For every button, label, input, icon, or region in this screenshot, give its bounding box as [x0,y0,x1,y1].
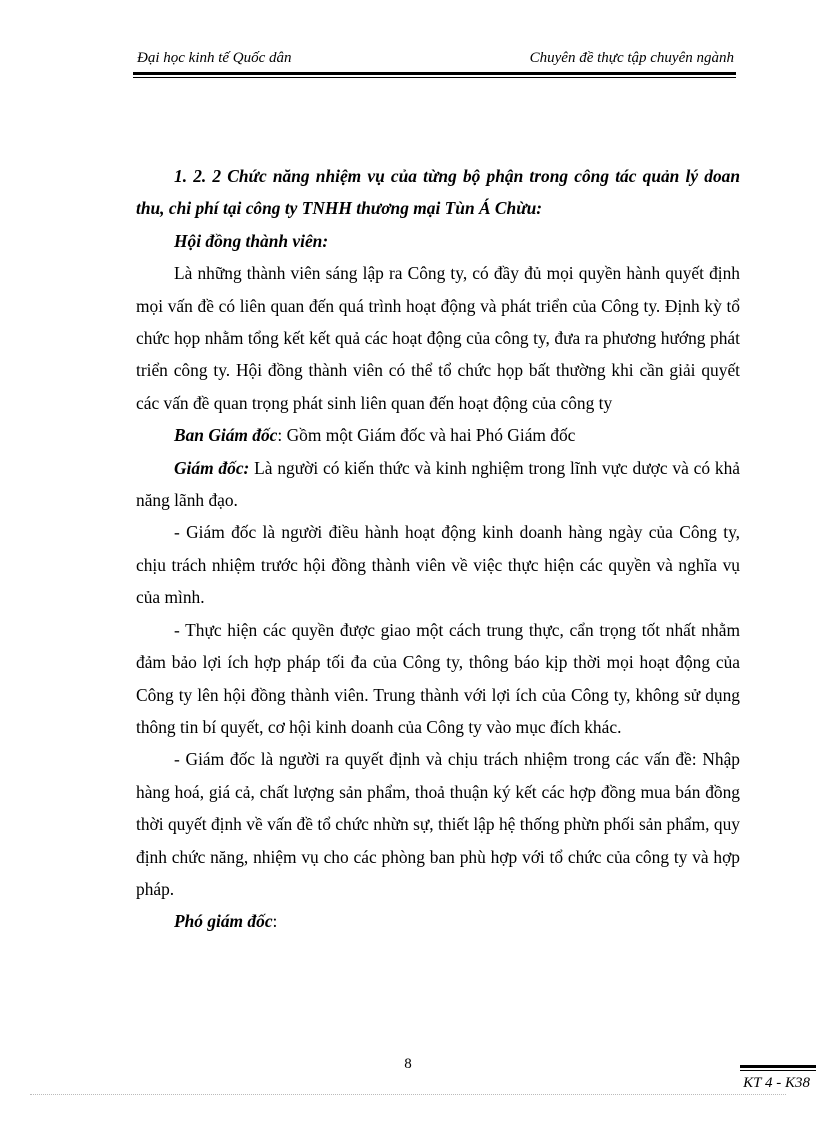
header-rule-thin [133,77,736,78]
board-label: Ban Giám đốc [174,425,278,446]
header-report-title: Chuyên đề thực tập chuyên ngành [529,50,734,66]
director-label: Giám đốc: [174,457,250,478]
council-paragraph: Là những thành viên sáng lập ra Công ty, có đầy đủ mọi quyền hành quyết định mọi vấn đề có liên quan đến quá trình hoạt động và phát triển của Công ty. Định kỳ tổ chức họp nhằm tổng kết kết quả các hoạt động của công ty, đưa ra phương hướng phát triển công ty. Hội đồng thành viên có thể tổ chức họp bất thường khi cần giải quyết các vấn đề quan trọng phát sinh liên quan đến hoạt động của công ty [136,263,740,413]
header-rule-thick [133,72,736,75]
council-title: Hội đồng thành viên: [174,230,329,251]
deputy-paragraph [136,905,740,937]
page-header [133,48,736,70]
deputy-suffix: : [272,911,278,932]
director-duty-1: - Giám đốc là người điều hành hoạt động kinh doanh hàng ngày của Công ty, chịu trách nhiệm trước hội đồng thành viên về việc thực hiện các quyền và nghĩa vụ của mình. [136,522,740,608]
page-number: 8 [404,1056,412,1072]
director-paragraph [136,452,740,517]
board-text: : Gồm một Giám đốc và hai Phó Giám đốc [277,425,576,446]
director-duty-3: - Giám đốc là người ra quyết định và chịu trách nhiệm trong các vấn đề: Nhập hàng hoá, giá cả, chất lượng sản phẩm, thoả thuận ký kết các hợp đồng mua bán đồng thời quyết định về vấn đề tổ chức nhừn sự, thiết lập hệ thống phừn phối sản phẩm, quy định chức năng, nhiệm vụ cho các phòng ban phù hợp với tổ chức của công ty và hợp pháp. [136,749,740,899]
footer-rule-thick [740,1065,816,1068]
header-university: Đại học kinh tế Quốc dân [137,50,292,66]
footer-class-code: KT 4 - K38 [743,1075,810,1091]
director-text: Là người có kiến thức và kinh nghiệm trong lĩnh vực dược và có khả năng lãnh đạo. [136,457,740,511]
section-heading: 1. 2. 2 Chức năng nhiệm vụ của từng bộ phận trong công tác quản lý doan thu, chi phí tại công ty TNHH thương mại Tùn Á Chừu: [136,166,740,219]
document-body [136,160,740,938]
footer-rule-thin [740,1070,816,1071]
deputy-label: Phó giám đốc [174,911,273,932]
board-paragraph [136,419,740,451]
director-duty-2: - Thực hiện các quyền được giao một cách trung thực, cẩn trọng tốt nhất nhằm đảm bảo lợi ích hợp pháp tối đa của Công ty, thông báo kịp thời mọi hoạt động của Công ty lên hội đồng thành viên. Trung thành với lợi ích của Công ty, không sử dụng thông tin bí quyết, cơ hội kinh doanh của Công ty vào mục đích khác. [136,619,740,737]
page-bottom-divider [30,1094,786,1095]
